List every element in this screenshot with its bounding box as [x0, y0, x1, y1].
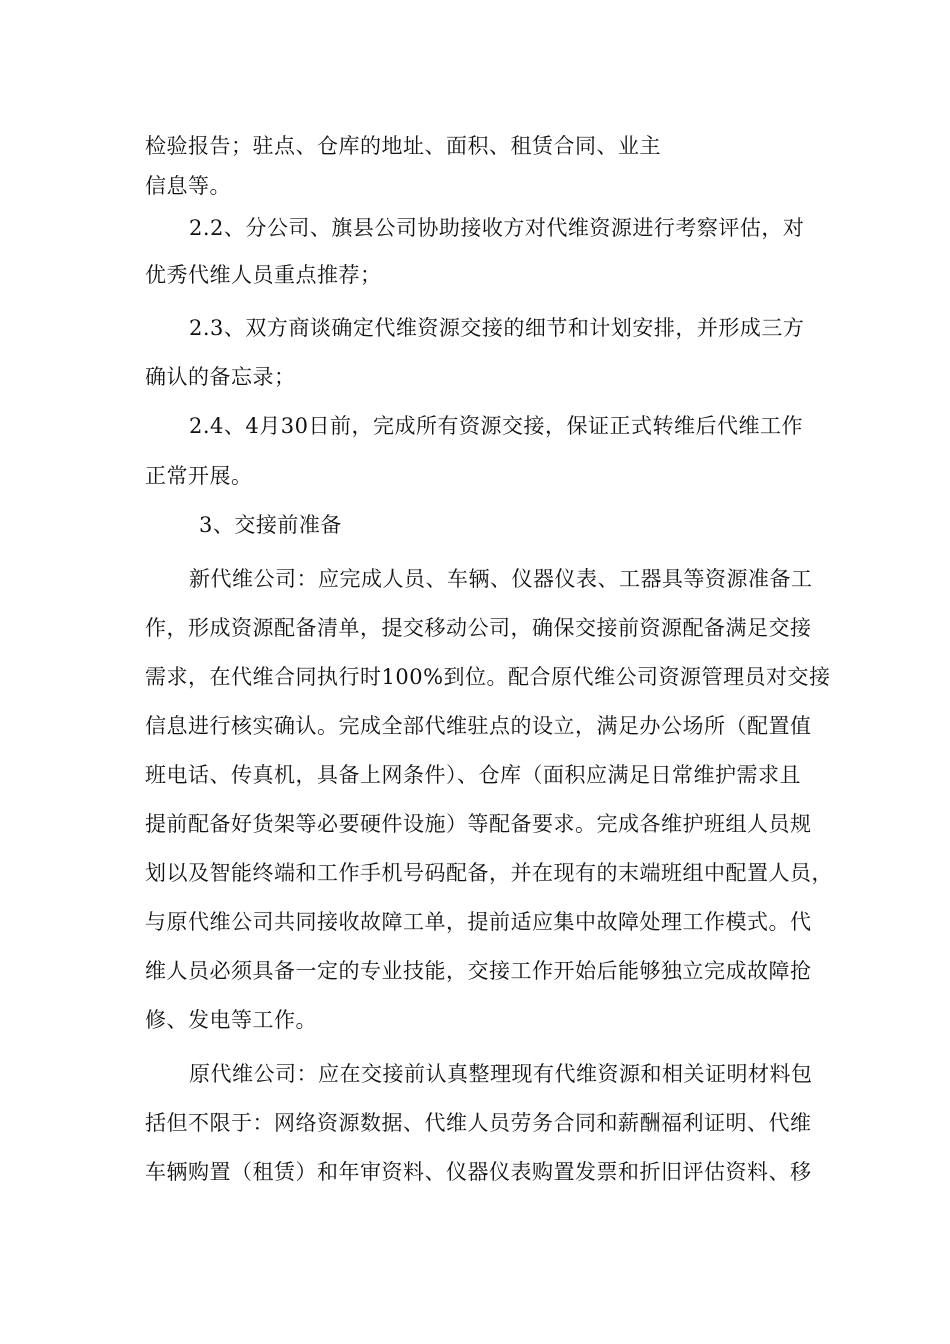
- text-line-5: 2.3、双方商谈确定代维资源交接的细节和计划安排，并形成三方: [189, 316, 805, 340]
- text-line-21: 括但不限于：网络资源数据、代维人员劳务合同和薪酬福利证明、代维: [145, 1111, 812, 1135]
- text-line-10: 新代维公司：应完成人员、车辆、仪器仪表、工器具等资源准备工: [189, 567, 813, 591]
- text-line-1: 检验报告；驻点、仓库的地址、面积、租赁合同、业主: [145, 134, 661, 158]
- text-line-19: 修、发电等工作。: [145, 1008, 317, 1032]
- text-line-14: 班电话、传真机，具备上网条件）、仓库（面积应满足日常维护需求且: [145, 763, 801, 787]
- text-line-7: 2.4、4月30日前，完成所有资源交接，保证正式转维后代维工作: [189, 414, 803, 438]
- text-line-3: 2.2、分公司、旗县公司协助接收方对代维资源进行考察评估，对: [189, 216, 805, 240]
- text-line-22: 车辆购置（租赁）和年审资料、仪器仪表购置发票和折旧评估资料、移: [145, 1160, 812, 1184]
- text-line-12: 需求，在代维合同执行时100%到位。配合原代维公司资源管理员对交接: [145, 665, 831, 689]
- text-line-15: 提前配备好货架等必要硬件设施）等配备要求。完成各维护班组人员规: [145, 812, 812, 836]
- text-line-2: 信息等。: [145, 174, 231, 198]
- text-line-4: 优秀代维人员重点推荐；: [145, 263, 382, 287]
- text-line-13: 信息进行核实确认。完成全部代维驻点的设立，满足办公场所（配置值: [145, 714, 812, 738]
- text-line-6: 确认的备忘录；: [145, 365, 296, 389]
- text-line-20: 原代维公司：应在交接前认真整理现有代维资源和相关证明材料包: [189, 1062, 813, 1086]
- text-line-17: 与原代维公司共同接收故障工单，提前适应集中故障处理工作模式。代: [145, 910, 812, 934]
- text-line-8: 正常开展。: [145, 464, 253, 488]
- text-line-16: 划以及智能终端和工作手机号码配备，并在现有的末端班组中配置人员，: [145, 861, 833, 885]
- text-line-18: 维人员必须具备一定的专业技能，交接工作开始后能够独立完成故障抢: [145, 959, 812, 983]
- text-line-11: 作，形成资源配备清单，提交移动公司，确保交接前资源配备满足交接: [145, 616, 812, 640]
- section-heading: 3、交接前准备: [199, 513, 342, 537]
